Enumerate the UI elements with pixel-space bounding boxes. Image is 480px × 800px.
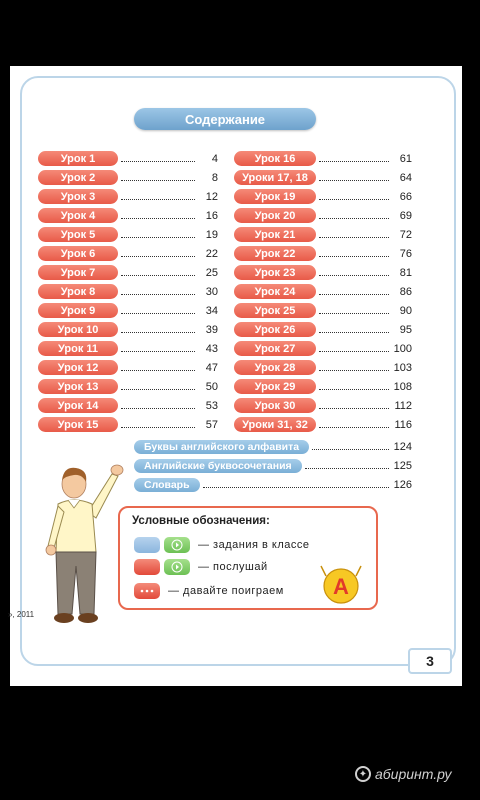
leader-dots	[121, 427, 195, 428]
boy-illustration	[34, 454, 126, 626]
page-ref: 100	[393, 342, 412, 355]
page-ref: 86	[399, 285, 412, 298]
legend-title: Условные обозначения:	[132, 515, 270, 527]
listen-red-key-icon	[134, 559, 160, 575]
toc-entry	[234, 339, 412, 358]
lesson-label: Урок 30	[234, 398, 316, 413]
lesson-label: Урок 26	[234, 322, 316, 337]
legend-listen-text: — послушай	[198, 561, 268, 573]
site-watermark	[355, 766, 451, 782]
page-ref: 116	[394, 418, 412, 431]
toc-right-column	[234, 149, 412, 434]
leader-dots	[319, 256, 389, 257]
page-ref: 72	[399, 228, 412, 241]
lesson-label: Урок 7	[38, 265, 118, 280]
leader-dots	[121, 161, 195, 162]
toc-entry	[234, 263, 412, 282]
page-ref: 64	[399, 171, 412, 184]
page-ref: 81	[399, 266, 412, 279]
page-ref: 103	[393, 361, 412, 374]
page-ref: 30	[205, 285, 218, 298]
copyright-note: », 2011	[8, 610, 35, 619]
leader-dots	[121, 199, 195, 200]
letter-a-mascot	[320, 562, 362, 606]
listen-play-key-icon	[164, 559, 190, 575]
toc-entry	[234, 187, 412, 206]
page-ref: 16	[205, 209, 218, 222]
legend-classwork-text: — задания в классе	[198, 539, 310, 551]
toc-entry	[234, 320, 412, 339]
toc-entry	[38, 244, 218, 263]
lesson-label: Урок 20	[234, 208, 316, 223]
toc-entry	[234, 358, 412, 377]
page-ref: 43	[205, 342, 218, 355]
lesson-label: Урок 23	[234, 265, 316, 280]
toc-entry	[234, 168, 412, 187]
leader-dots	[121, 389, 195, 390]
toc-entry	[234, 206, 412, 225]
toc-entry	[38, 149, 218, 168]
classwork-key-icon	[134, 537, 160, 553]
lesson-label: Урок 8	[38, 284, 118, 299]
toc-entry	[38, 301, 218, 320]
toc-entry	[38, 282, 218, 301]
leader-dots	[319, 199, 389, 200]
lesson-label: Урок 19	[234, 189, 316, 204]
lesson-label: Урок 9	[38, 303, 118, 318]
toc-entry	[38, 206, 218, 225]
page-ref: 125	[393, 459, 412, 472]
page-ref: 61	[399, 152, 412, 165]
leader-dots	[319, 275, 389, 276]
page-ref: 8	[211, 171, 218, 184]
lesson-label: Урок 6	[38, 246, 118, 261]
leader-dots	[319, 180, 389, 181]
leader-dots	[312, 449, 389, 450]
page-ref: 108	[393, 380, 412, 393]
leader-dots	[121, 370, 195, 371]
contents-title: Содержание	[134, 108, 316, 130]
toc-entry	[38, 415, 218, 434]
page-ref: 69	[399, 209, 412, 222]
leader-dots	[305, 468, 389, 469]
leader-dots	[121, 351, 195, 352]
lesson-label: Урок 10	[38, 322, 118, 337]
page-ref: 39	[205, 323, 218, 336]
page-ref: 19	[205, 228, 218, 241]
page-ref: 124	[393, 440, 412, 453]
toc-entry	[234, 396, 412, 415]
lesson-label: Урок 27	[234, 341, 316, 356]
lesson-label: Урок 14	[38, 398, 118, 413]
page-ref: 57	[205, 418, 218, 431]
lesson-label: Урок 1	[38, 151, 118, 166]
leader-dots	[319, 218, 389, 219]
page-ref: 50	[205, 380, 218, 393]
lesson-label: Урок 29	[234, 379, 316, 394]
toc-entry	[38, 263, 218, 282]
page-ref: 53	[205, 399, 218, 412]
lesson-label: Урок 24	[234, 284, 316, 299]
leader-dots	[319, 351, 389, 352]
leader-dots	[319, 370, 389, 371]
lesson-label: Уроки 17, 18	[234, 170, 316, 185]
legend-row-classwork	[134, 536, 309, 554]
page-ref: 25	[205, 266, 218, 279]
audio-key-icon	[164, 537, 190, 553]
page-ref: 22	[205, 247, 218, 260]
leader-dots	[121, 275, 195, 276]
lesson-label: Уроки 31, 32	[234, 417, 316, 432]
page-ref: 34	[205, 304, 218, 317]
toc-entry	[234, 244, 412, 263]
page-ref: 4	[211, 152, 218, 165]
page-ref: 12	[205, 190, 218, 203]
toc-entry	[38, 358, 218, 377]
leader-dots	[319, 332, 389, 333]
lesson-label: Урок 22	[234, 246, 316, 261]
toc-entry	[38, 225, 218, 244]
toc-entry	[38, 168, 218, 187]
legend-row-listen	[134, 558, 268, 576]
leader-dots	[319, 427, 389, 428]
leader-dots	[121, 408, 195, 409]
toc-extra-entry	[134, 437, 412, 456]
leader-dots	[319, 313, 389, 314]
leader-dots	[319, 161, 389, 162]
toc-entry	[38, 187, 218, 206]
lesson-label: Урок 25	[234, 303, 316, 318]
watermark-text: абиринт.ру	[375, 766, 452, 782]
leader-dots	[121, 332, 195, 333]
leader-dots	[121, 237, 195, 238]
section-label: Английские буквосочетания	[134, 459, 302, 473]
toc-entry	[234, 377, 412, 396]
toc-entry	[38, 320, 218, 339]
page-ref: 47	[205, 361, 218, 374]
toc-entry	[234, 301, 412, 320]
leader-dots	[319, 389, 389, 390]
toc-extra-entry	[134, 475, 412, 494]
labyrinth-logo-icon: ✦	[355, 766, 371, 782]
toc-left-column	[38, 149, 218, 434]
lesson-label: Урок 13	[38, 379, 118, 394]
lesson-label: Урок 28	[234, 360, 316, 375]
lesson-label: Урок 3	[38, 189, 118, 204]
leader-dots	[319, 408, 389, 409]
lesson-label: Урок 12	[38, 360, 118, 375]
leader-dots	[203, 487, 389, 488]
leader-dots	[121, 256, 195, 257]
page-ref: 95	[399, 323, 412, 336]
leader-dots	[319, 294, 389, 295]
toc-entry	[234, 282, 412, 301]
section-label: Словарь	[134, 478, 200, 492]
page-ref: 90	[399, 304, 412, 317]
page-ref: 76	[399, 247, 412, 260]
legend-row-game	[134, 582, 284, 600]
page-ref: 126	[393, 478, 412, 491]
lesson-label: Урок 11	[38, 341, 118, 356]
legend-game-text: — давайте поиграем	[168, 585, 284, 597]
leader-dots	[121, 218, 195, 219]
toc-entry	[38, 377, 218, 396]
lesson-label: Урок 2	[38, 170, 118, 185]
leader-dots	[121, 294, 195, 295]
lesson-label: Урок 5	[38, 227, 118, 242]
toc-entry	[38, 396, 218, 415]
section-label: Буквы английского алфавита	[134, 440, 309, 454]
lesson-label: Урок 16	[234, 151, 316, 166]
lesson-label: Урок 15	[38, 417, 118, 432]
toc-extras	[134, 437, 412, 494]
toc-entry	[38, 339, 218, 358]
mascot-letter: A	[333, 574, 349, 599]
leader-dots	[319, 237, 389, 238]
toc-entry	[234, 149, 412, 168]
game-key-icon	[134, 583, 160, 599]
page-ref: 66	[399, 190, 412, 203]
leader-dots	[121, 313, 195, 314]
leader-dots	[121, 180, 195, 181]
lesson-label: Урок 4	[38, 208, 118, 223]
toc-extra-entry	[134, 456, 412, 475]
lesson-label: Урок 21	[234, 227, 316, 242]
toc-entry	[234, 225, 412, 244]
page-number: 3	[408, 648, 452, 674]
toc-entry	[234, 415, 412, 434]
page-ref: 112	[394, 399, 412, 412]
